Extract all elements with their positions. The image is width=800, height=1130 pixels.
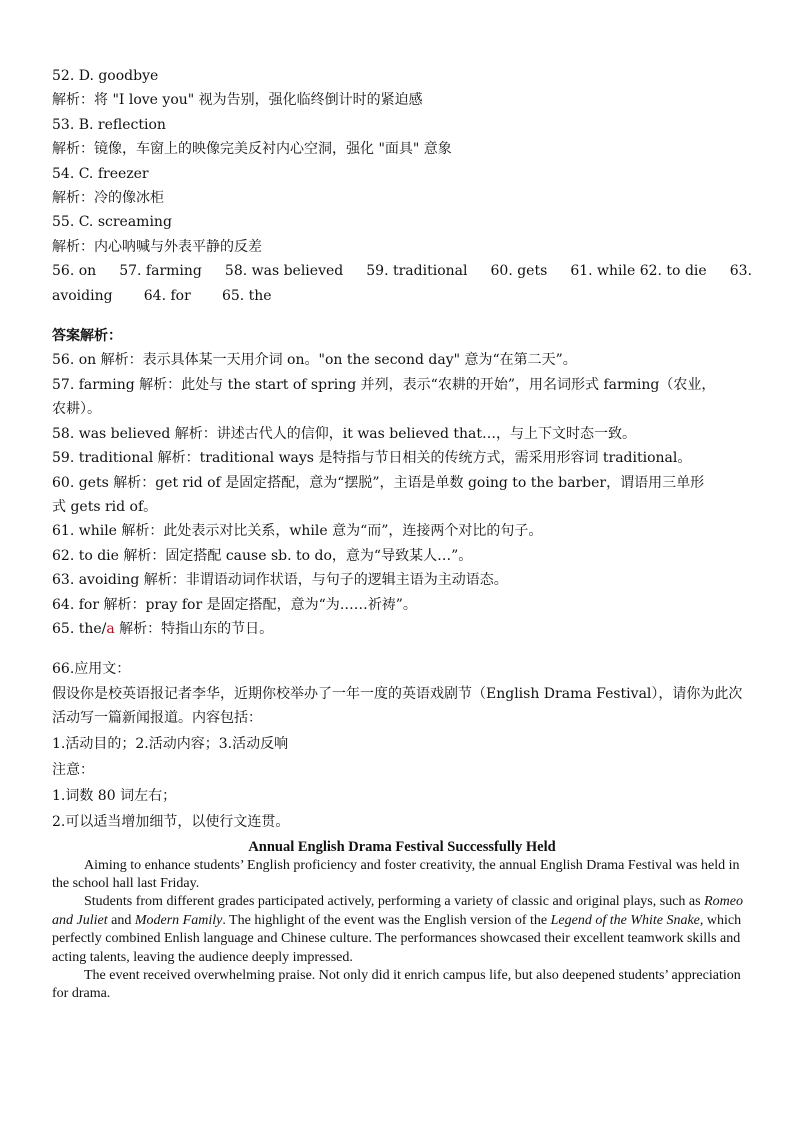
answer-note: 解析：将 "I love you" 视为告别，强化临终倒计时的紧迫感 <box>52 92 423 109</box>
corrected-answer: a <box>106 620 115 637</box>
answer-note: 解析：内心呐喊与外表平静的反差 <box>52 238 262 255</box>
task-description: 假设你是校英语报记者李华，近期你校举办了一年一度的英语戏剧节（English Drama Festival），请你为此次活动写一篇新闻报道。内容包括： <box>52 685 743 727</box>
fill-answer: 61. while 62. to die <box>570 263 707 280</box>
analysis-heading: 答案解析： <box>52 328 122 345</box>
analysis-item: 58. was believed 解析：讲述古代人的信仰，it was believed that…，与上下文时态一致。 <box>52 425 636 442</box>
essay-italic: Legend of the White Snake <box>550 912 700 928</box>
analysis-item: 59. traditional 解析：traditional ways 是特指与节日相关的传统方式，需采用形容词 traditional。 <box>52 450 692 467</box>
fill-answer: 56. on <box>52 263 97 280</box>
task-items: 1.活动目的；2.活动内容；3.活动反响 <box>52 735 289 752</box>
answer-key: 52. D. goodbye <box>52 68 159 84</box>
essay-paragraph: Aiming to enhance students’ English proficiency and foster creativity, the annual English Drama Festival was held in the school hall last Friday. <box>52 857 740 891</box>
fill-answers-row-1 <box>52 259 752 283</box>
task-note: 2.可以适当增加细节，以使行文连贯。 <box>52 813 290 830</box>
fill-answer: avoiding <box>52 287 113 304</box>
analysis-item: 60. gets 解析：get rid of 是固定搭配，意为“摆脱”，主语是单数 going to the barber，谓语用三单形 <box>52 474 705 491</box>
analysis-item: 56. on 解析：表示具体某一天用介词 on。"on the second day" 意为“在第二天”。 <box>52 352 577 369</box>
task-note-label: 注意： <box>52 761 94 778</box>
analysis-item: 61. while 解析：此处表示对比关系，while 意为“而”，连接两个对比的句子。 <box>52 523 543 540</box>
answer-note: 解析：镜像，车窗上的映像完美反衬内心空洞，强化 "面具" 意象 <box>52 141 452 158</box>
essay-text: . The highlight of the event was the English version of the <box>222 912 551 928</box>
analysis-item: 农耕）。 <box>52 401 101 418</box>
analysis-item: 64. for 解析：pray for 是固定搭配，意为“为……祈祷”。 <box>52 596 417 613</box>
fill-answers-row-2 <box>52 284 752 308</box>
choice-answers <box>52 64 752 259</box>
fill-answer: 59. traditional <box>366 263 468 280</box>
answer-key: 53. B. reflection <box>52 116 166 133</box>
analysis-answer: 65. the/ <box>52 620 107 637</box>
essay-paragraph: The event received overwhelming praise. Not only did it enrich campus life, but also deepened students’ appreciation for drama. <box>52 968 741 1002</box>
essay-italic: Modern Family <box>134 912 223 928</box>
fill-answer: 60. gets <box>490 263 548 280</box>
answer-key: 54. C. freezer <box>52 165 149 182</box>
essay-paragraph <box>52 893 752 967</box>
analysis-item <box>52 617 752 641</box>
sample-essay <box>52 837 752 1004</box>
fill-answer: 58. was believed <box>224 263 344 280</box>
analysis-item: 式 gets rid of。 <box>52 498 158 515</box>
fill-answer: 63. <box>729 263 752 280</box>
analysis-item: 57. farming 解析：此处与 the start of spring 并列，表示“农耕的开始”，用名词形式 farming（农业， <box>52 376 716 393</box>
analysis-explanation: 解析：特指山东的节日。 <box>114 620 274 637</box>
essay-text: Students from different grades participated actively, performing a variety of classic and original plays, such as <box>84 894 705 910</box>
essay-text: and <box>107 912 135 928</box>
task-title: 66.应用文： <box>52 661 131 678</box>
analysis-item: 62. to die 解析：固定搭配 cause sb. to do，意为“导致某人…”。 <box>52 547 473 564</box>
answer-key: 55. C. screaming <box>52 214 172 231</box>
fill-answer: 64. for <box>143 287 191 304</box>
document-page <box>52 64 752 1004</box>
fill-answer: 57. farming <box>119 263 202 280</box>
essay-italic: Romeo and Juliet <box>52 894 743 928</box>
answer-note: 解析：冷的像冰柜 <box>52 190 164 207</box>
essay-text: , which perfectly combined Enlish language and Chinese culture. The performances showcased their excellent teamwork skills and acting talents, leaving the audience deeply impressed. <box>52 912 742 965</box>
essay-title: Annual English Drama Festival Successfully Held <box>248 838 556 855</box>
analysis-item: 63. avoiding 解析：非谓语动词作状语，与句子的逻辑主语为主动语态。 <box>52 572 508 589</box>
task-note: 1.词数 80 词左右； <box>52 787 177 804</box>
fill-answer: 65. the <box>221 287 272 304</box>
